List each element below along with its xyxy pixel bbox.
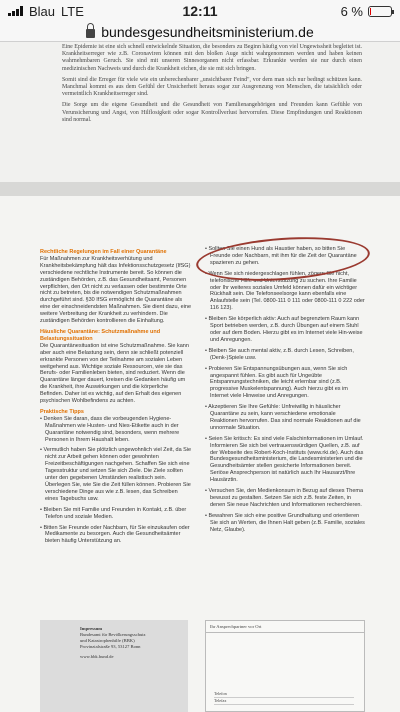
contact-phone-line: Telefon [214,691,354,698]
section-heading: Rechtliche Regelungen im Fall einer Quarantäne [40,249,167,255]
intro-paragraph: Eine Epidemie ist eine sich schnell entwickelnde Situation, die besonders zu Beginn häufig von viel Ungewissheit begleitet ist. Krankheitserreger wie z.B. Coronaviren können mit den bloßen Auge nicht wahrgenommen werden und haben keinen wahrnehmbaren Geruch. Sie sind mit unseren Sinnesorganen nicht erfassbar. Erkrankte werden sie nur durch einen medizinischen Nachweis und durch die Krankheit eichen, die sie mit sich bringen. [62,44,362,72]
section-heading: Häusliche Quarantäne: Schutzmaßnahme und Belastungssituation [40,328,161,342]
tip-item: • Bleiben Sie körperlich aktiv: Auch auf begrenztem Raum kann Sport betrieben werden, z.B. durch Übungen auf einem Stuhl oder auf dem Boden. Hierzu gibt es im Internet viele Hin-weise und Anregungen. [205,316,363,343]
left-column [40,246,192,549]
impressum-box [40,620,188,712]
tip-item: • Bleiben Sie mit Familie und Freunden in Kontakt, z.B. über Telefon und soziale Medien. [40,506,187,520]
tip-item: • Akzeptieren Sie Ihre Gefühle: Unfreiwillig in häuslicher Quarantäne zu sein, kann verschiedene emotionale Reaktionen hervorrufen. Das sind normale Reaktionen auf die unnormale Situation. [205,404,361,431]
document-page-main [0,196,400,712]
impressum-url: www.bbk.bund.de [80,654,114,659]
impressum-line: Provinzialstraße 93, 53127 Bonn [80,644,141,649]
section-heading: Praktische Tipps [40,408,84,415]
intro-paragraph: Somit sind die Erreger für viele wie ein unberechenbarer „unsichtbarer Feind", vor dem man sich nur bedingt schützen kann. Manchmal kommt es aus dem Gefühl der Unsicherheit heraus sogar zur Ausgrenzung von Menschen, die tatsächlich oder vermeintlich Krankheitserreger sind. [62,76,362,98]
impressum-line: Bundesamt für Bevölkerungsschutz [80,632,146,637]
tip-item: • Denken Sie daran, dass die vorbeugenden Hygiene-Maßnahmen wie Husten- und Nies-Etikette auch in der Quarantäne notwendig sind, besonders, wenn mehrere Personen in Ihrem Haushalt leben. [40,415,180,443]
page-gutter [0,182,400,196]
tip-item: • Wenn Sie sich niedergeschlagen fühlen, zögern Sie nicht, telefonische Hilfe und Unterstützung zu suchen. Ihre Familie oder Ihr weiteres soziales Umfeld können dafür ein wichtiger Rückhalt sein. Die Telefonseelsorge kann ebenfalls eine Anlaufstelle sein (Tel. 0800-111 0 111 oder 0800-111 0 222 oder 116 123). [205,270,365,312]
lock-icon [86,29,95,38]
battery-percent: 6 % [340,3,363,19]
status-bar [0,0,400,22]
tip-item: • Probieren Sie Entspannungsübungen aus, wenn Sie sich angespannt fühlen. Es gibt auch für Ungeübte Entspannungstechniken, die leicht erlernbar sind (z.B. progressive Muskelentspannung). Auch hierzu gibt es im Internet viele Hinweise und Anregungen. [205,365,348,400]
network-label: LTE [61,3,84,19]
url-text[interactable]: bundesgesundheitsministerium.de [101,23,314,40]
tip-item: • Bleiben Sie auch mental aktiv, z.B. durch Lesen, Schreiben, (Denk-)Spiele usw. [205,347,354,361]
tip-item: • Bitten Sie Freunde oder Nachbarn, für Sie einzukaufen oder Medikamente zu besorgen. Auch die Gesundheitsämter bieten häufig Unterstützung an. [40,524,190,545]
impressum-line: und Katastrophenhilfe (BBK) [80,638,135,643]
paragraph: Die Quarantänesituation ist eine Schutzmaßnahme. Sie kann aber auch eine Belastung sein, denn sie schließt potenziell erkrankte Personen von der Teilnahme am sozialen Leben weitgehend aus. Wichtige soziale Ressourcen, wie sie das Berufs- oder Familienleben bieten, sind reduziert. Wenn die Quarantäne länger dauert, kreisen die Gedanken häufig um die Krankheit, ihre Auswirkungen und die körperliche Befinden. Daher ist es wichtig, auf den Erhalt des eigenen psychischen Wohlbefindens zu achten. [40,342,189,405]
contact-fax-line: Telefax [214,698,354,705]
tip-item: • Vermutlich haben Sie plötzlich ungewohnlich viel Zeit, da Sie nicht zur Arbeit gehen können oder gewohnten Freizeitbeschäftigungen nachgehen. Schaffen Sie sich eine Tagesstruktur und setzen Sie sich Ziele. Die Ziele sollten unter den gegebenen Umständen realistisch sein. Überlegen Sie, wie Sie die Zeit füllen können. Probieren Sie verschiedene Dinge aus wie z.B. lesen, das Schreiben eines Tagebuchs usw. [40,447,192,502]
address-bar[interactable] [0,22,400,42]
battery-icon [368,6,392,17]
tip-item: • Bewahren Sie sich eine positive Grundhaltung und orientieren Sie sich an Werten, die Ihnen Halt geben (z.B. Familie, soziales Netz, Glaube). [205,512,365,533]
contact-box [205,620,365,712]
intro-paragraph: Die Sorge um die eigene Gesundheit und die Gesundheit von Familienangehörigen und Freunden kann Gefühle von Verunsicherung und Angst, von Hilflosigkeit oder sogar Kontrollverlust hervorrufen. Diese Empfindungen und Reaktionen sind normal. [62,102,362,123]
tip-item: • Seien Sie kritisch: Es sind viele Falschinformationen im Umlauf. Informieren Sie sich bei vertrauenswürdigen Quellen, z.B. auf der Webseite des Robert-Koch-Instituts (www.rki.de). Auch das Bundesgesundheitsministerium, die Landesministerien und die Gesundheitsämter stellen gesicherte Informationen bereit. Seriöse Ansprechperson ist natürlich auch Ihr Hausarzt/Ihre Hausärztin. [205,435,364,484]
right-column [205,246,365,538]
tip-item-dog: • Sollten Sie einen Hund als Haustier haben, so bitten Sie Freunde oder Nachbarn, mit ihm für die Zeit der Quarantäne spazieren zu gehen. [205,246,357,266]
tip-item: • Versuchen Sie, den Medienkonsum in Bezug auf dieses Thema bewusst zu gestalten. Setzen Sie sich z.B. feste Zeiten, in denen Sie neue Nachrichten und Informationen recherchieren. [205,488,364,508]
clock: 12:11 [182,3,218,19]
carrier-label: Blau [29,3,56,19]
document-page-top [0,42,400,182]
paragraph: Für Maßnahmen zur Krankheitsverhütung und Krankheitsbekämpfung hält das Infektionsschutzgesetz (IfSG) verschiedene rechtliche Instrumente bereit. So können die zuständigen Behörden, z.B. das Gesundheitsamt, Personen verpflichten, den Ort nicht zu verlassen oder bestimmte Orte nicht zu betreten, bis die notwendigen Schutzmaßnahmen durchgeführt sind. §30 IfSG ermöglicht die Quarantäne als eine der einschneidendsten Maßnahmen. Sie dient dazu, eine weitere Verbreitung der Krankheit zu verhindern. Die zuständigen Behörden kontrollieren die Einhaltung. [40,255,192,325]
signal-icon [8,6,23,16]
impressum-title: Impressum [80,626,103,631]
battery-fill [370,8,371,15]
contact-header: Ihr Ansprechpartner vor Ort [206,621,364,633]
